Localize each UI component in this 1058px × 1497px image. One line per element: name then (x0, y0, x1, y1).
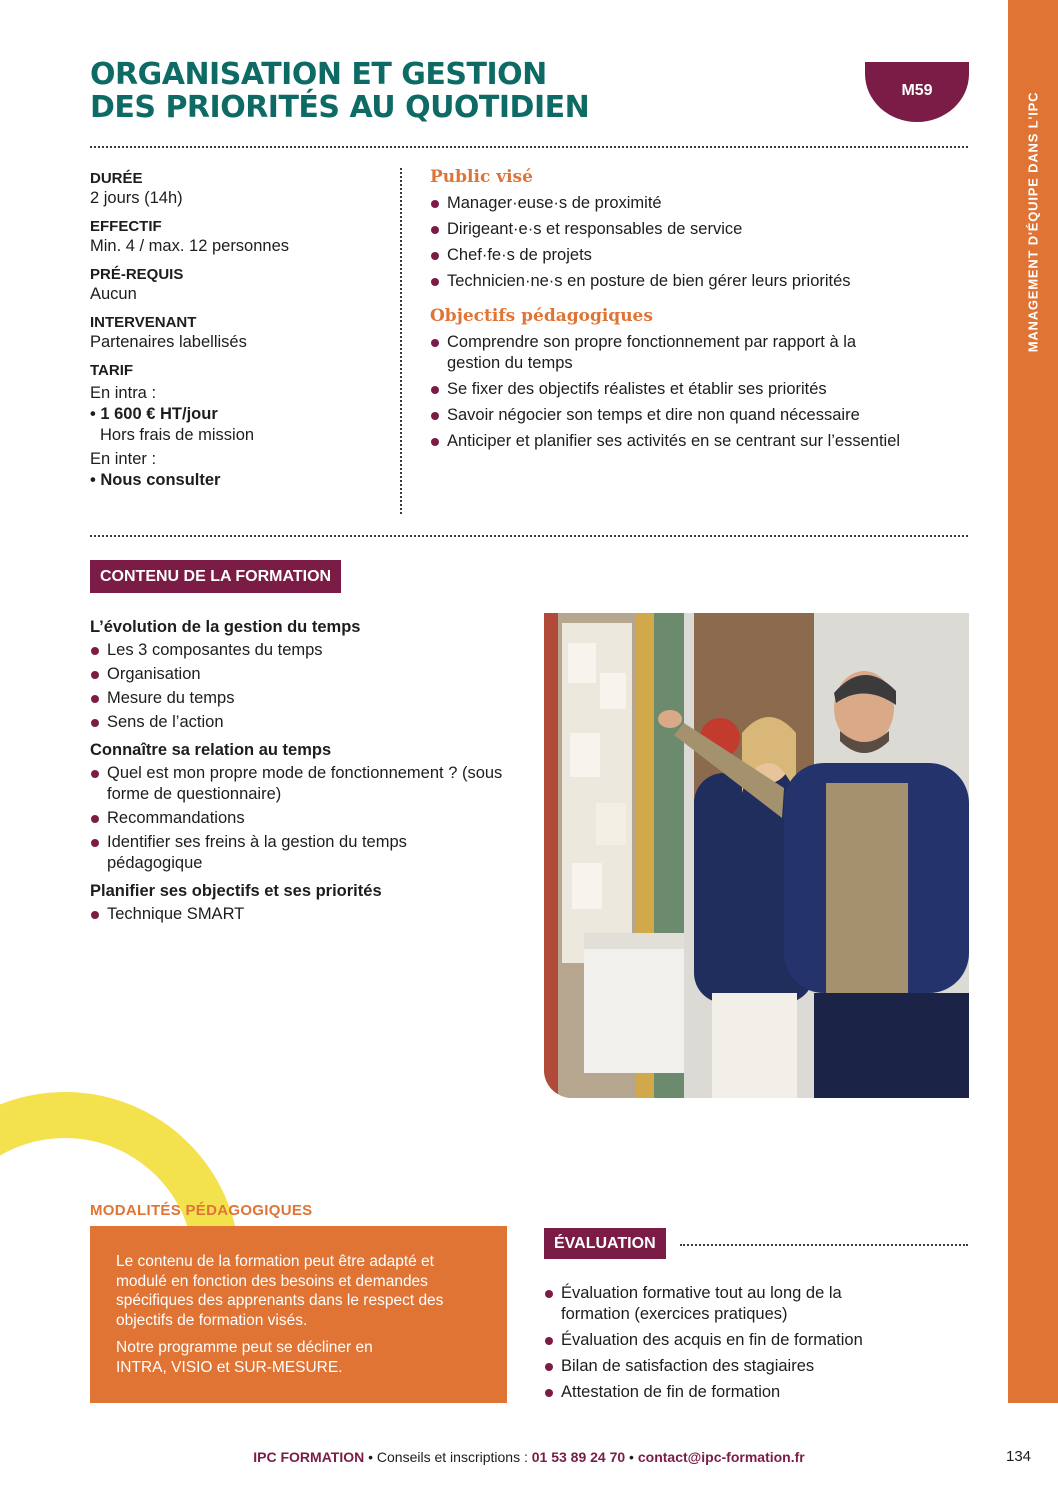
tarif-intra-label: En intra : (90, 384, 157, 402)
footer (0, 1447, 1058, 1469)
training-photo (544, 613, 969, 1098)
tarif-inter-label: En inter : (90, 450, 157, 468)
duree-label: DURÉE (90, 170, 143, 187)
footer-separator: • Conseils et inscriptions : (364, 1449, 532, 1465)
contenu-panel (90, 617, 530, 928)
list-item: Technicien·ne·s en posture de bien gérer leurs priorités (430, 271, 990, 292)
contenu-heading: CONTENU DE LA FORMATION (90, 560, 341, 593)
audience-objectives-panel (430, 167, 990, 457)
public-heading: Public visé (430, 167, 533, 187)
list-item: Anticiper et planifier ses activités en se centrant sur l’essentiel (430, 431, 990, 452)
list-item: Chef·fe·s de projets (430, 245, 990, 266)
list-item: Sens de l’action (90, 712, 530, 733)
footer-contact (0, 1449, 1058, 1465)
contenu-section-title: L’évolution de la gestion du temps (90, 618, 361, 636)
tarif-label: TARIF (90, 362, 134, 379)
page-title (90, 58, 830, 124)
modalites-paragraph: Le contenu de la formation peut être adapté et modulé en fonction des besoins et demandes spécifiques des apprenants dans le respect des objectifs de formation visés. (116, 1253, 444, 1329)
tarif-intra-price: • 1 600 € HT/jour (90, 405, 218, 423)
list-item: Attestation de fin de formation (544, 1382, 964, 1403)
contenu-section-title: Connaître sa relation au temps (90, 741, 332, 759)
module-code-badge: M59 (865, 62, 969, 122)
contenu-list (90, 904, 530, 925)
list-item: Savoir négocier son temps et dire non quand nécessaire (430, 405, 990, 426)
duree-value: 2 jours (14h) (90, 189, 183, 207)
prerequis-label: PRÉ-REQUIS (90, 266, 184, 283)
divider (90, 146, 968, 148)
modalites-heading: MODALITÉS PÉDAGOGIQUES (90, 1202, 313, 1219)
public-list (430, 193, 990, 292)
evaluation-list (544, 1283, 964, 1403)
title-line-2: DES PRIORITÉS AU QUOTIDIEN (90, 90, 590, 125)
effectif-label: EFFECTIF (90, 218, 162, 235)
list-item: Identifier ses freins à la gestion du temps pédagogique (90, 832, 470, 874)
list-item: Se fixer des objectifs réalistes et établir ses priorités (430, 379, 990, 400)
column-divider (400, 168, 402, 514)
objectives-heading: Objectifs pédagogiques (430, 306, 653, 326)
page-number: 134 (1006, 1448, 1032, 1465)
list-item: Dirigeant·e·s et responsables de service (430, 219, 990, 240)
list-item: Manager·euse·s de proximité (430, 193, 990, 214)
contenu-section-title: Planifier ses objectifs et ses priorités (90, 882, 382, 900)
footer-phone[interactable]: 01 53 89 24 70 (531, 1449, 626, 1465)
info-panel (90, 170, 390, 491)
footer-separator: • (625, 1449, 638, 1465)
list-item: Organisation (90, 664, 530, 685)
intervenant-value: Partenaires labellisés (90, 333, 247, 351)
list-item: Bilan de satisfaction des stagiaires (544, 1356, 964, 1377)
list-item: Évaluation des acquis en fin de formation (544, 1330, 964, 1351)
list-item: Évaluation formative tout au long de la formation (exercices pratiques) (544, 1283, 894, 1325)
list-item: Les 3 composantes du temps (90, 640, 530, 661)
footer-email[interactable]: contact@ipc-formation.fr (637, 1449, 805, 1465)
modalites-paragraph: Notre programme peut se décliner en INTRA, VISIO et SUR-MESURE. (116, 1339, 373, 1376)
evaluation-heading: ÉVALUATION (544, 1228, 666, 1259)
side-category-label: MANAGEMENT D'ÉQUIPE DANS L'IPC (1025, 91, 1041, 353)
divider (90, 535, 968, 537)
divider (680, 1244, 968, 1246)
evaluation-panel (544, 1283, 964, 1408)
list-item: Mesure du temps (90, 688, 530, 709)
contenu-list (90, 640, 530, 733)
intervenant-label: INTERVENANT (90, 314, 197, 331)
title-line-1: ORGANISATION ET GESTION (90, 57, 547, 92)
list-item: Quel est mon propre mode de fonctionnement ? (sous forme de questionnaire) (90, 763, 520, 805)
list-item: Technique SMART (90, 904, 530, 925)
effectif-value: Min. 4 / max. 12 personnes (90, 237, 290, 255)
objectives-list (430, 332, 990, 452)
photo-illustration (544, 613, 969, 1098)
tarif-intra-note: Hors frais de mission (100, 426, 255, 444)
list-item: Comprendre son propre fonctionnement par rapport à la gestion du temps (430, 332, 900, 374)
prerequis-value: Aucun (90, 285, 137, 303)
contenu-list (90, 763, 530, 874)
footer-brand: IPC FORMATION (253, 1449, 365, 1465)
tarif-inter-value: • Nous consulter (90, 471, 221, 489)
modalites-box (90, 1226, 507, 1403)
list-item: Recommandations (90, 808, 530, 829)
